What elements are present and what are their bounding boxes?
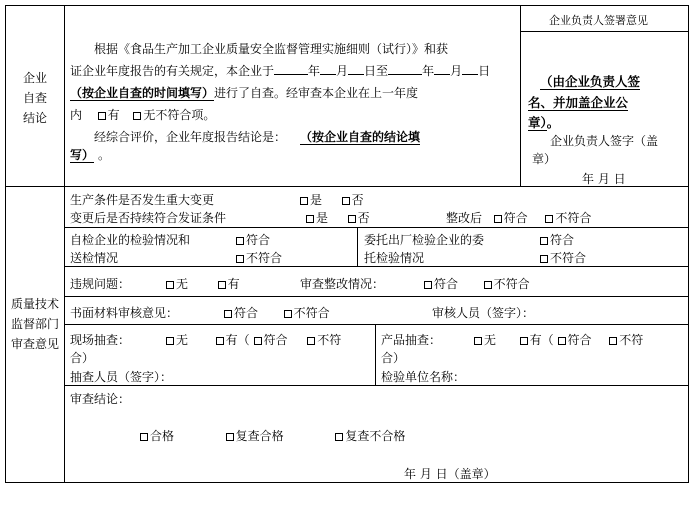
row5b-unit: 检验单位名称： bbox=[381, 370, 466, 384]
checkbox-r4-nok[interactable] bbox=[284, 310, 292, 318]
row1-options-a: 是 否 bbox=[300, 191, 364, 208]
checkbox-r6-recheck-fail[interactable] bbox=[335, 433, 343, 441]
para-line-5: 经综合评价，企业年度报告结论是： （按企业自查的结论填 bbox=[94, 130, 421, 144]
checkbox-r1b-no[interactable] bbox=[348, 215, 356, 223]
checkbox-r1c-ok[interactable] bbox=[494, 215, 502, 223]
divider-left-col bbox=[64, 5, 65, 483]
row4-reviewer: 审核人员（签字）： bbox=[432, 306, 535, 320]
divider-row2 bbox=[64, 266, 688, 267]
row1-options-b: 是 否 bbox=[306, 209, 370, 226]
checkbox-r2-ok[interactable] bbox=[236, 237, 244, 245]
checkbox-r5-ok[interactable] bbox=[254, 337, 262, 345]
row3-options-a: 无 有 bbox=[166, 275, 240, 292]
checkbox-r5b-nok[interactable] bbox=[609, 337, 617, 345]
checkbox-r3-no[interactable] bbox=[166, 281, 174, 289]
checkbox-r5-yes[interactable] bbox=[216, 337, 224, 345]
row5-options-a: 无 有（ 符合 不符 bbox=[166, 331, 341, 348]
row4-label-a: 书面材料审核意见： bbox=[70, 306, 179, 320]
row5-he: 合） bbox=[70, 351, 95, 365]
divider-row5-mid bbox=[375, 324, 376, 386]
row5-options-b: 无 有（ 符合 不符 bbox=[474, 331, 643, 348]
checkbox-r5-nok[interactable] bbox=[307, 337, 315, 345]
para-line-2: 证企业年度报告的有关规定，本企业于 年 月 日至 年 月 日 bbox=[70, 64, 491, 78]
checkbox-r6-recheck-pass[interactable] bbox=[226, 433, 234, 441]
para-line-4: 内 有 无不符合项。 bbox=[70, 108, 216, 122]
checkbox-r5b-yes[interactable] bbox=[520, 337, 528, 345]
row3-label-b: 审查整改情况： bbox=[300, 277, 385, 291]
divider-row1 bbox=[64, 227, 688, 228]
label-supervision-opinion: 质量技术监督部门审查意见 bbox=[10, 297, 59, 351]
row3-label-a: 违规问题： bbox=[70, 277, 131, 291]
divider-right-box bbox=[520, 5, 521, 187]
checkbox-r1b-yes[interactable] bbox=[306, 215, 314, 223]
table-border-top bbox=[5, 5, 689, 6]
row5-label-a: 现场抽查： bbox=[70, 333, 131, 347]
right-box-sign-2: 章） bbox=[532, 152, 557, 166]
para-line-1: 根据《食品生产加工企业质量安全监督管理实施细则（试行）》和获 bbox=[94, 42, 449, 56]
divider-row2-mid bbox=[357, 227, 358, 267]
divider-row4 bbox=[64, 324, 688, 325]
checkbox-r3b-ok[interactable] bbox=[424, 281, 432, 289]
checkbox-r4-ok[interactable] bbox=[224, 310, 232, 318]
row3-options-b: 符合 不符合 bbox=[424, 275, 530, 292]
checkbox-has[interactable] bbox=[98, 112, 106, 120]
row1-label-b: 变更后是否持续符合发证条件 bbox=[70, 211, 227, 225]
row6-date: 年 月 日（盖章） bbox=[404, 467, 496, 481]
divider-right-title bbox=[520, 31, 688, 32]
checkbox-r1-yes[interactable] bbox=[300, 197, 308, 205]
checkbox-r5b-no[interactable] bbox=[474, 337, 482, 345]
right-box-date: 年 月 日 bbox=[582, 172, 626, 186]
row6-label: 审查结论： bbox=[70, 392, 131, 406]
label-enterprise-conclusion: 企业自查结论 bbox=[22, 71, 47, 125]
divider-row5 bbox=[64, 385, 688, 386]
row5-person: 抽查人员（签字）： bbox=[70, 370, 173, 384]
table-border-bottom bbox=[5, 482, 689, 483]
checkbox-r3b-nok[interactable] bbox=[484, 281, 492, 289]
right-box-note-3: 章）。 bbox=[528, 115, 560, 130]
table-border-right bbox=[688, 5, 689, 483]
row2b-option-nok: 不符合 bbox=[540, 249, 586, 266]
checkbox-r1c-nok[interactable] bbox=[545, 215, 553, 223]
row6-options: 合格 复查合格 复查不合格 bbox=[140, 427, 405, 444]
row2-label-a1: 自检企业的检验情况和 bbox=[70, 233, 191, 247]
checkbox-r5b-ok[interactable] bbox=[558, 337, 566, 345]
right-box-title: 企业负责人签署意见 bbox=[549, 14, 648, 27]
row2b-option-ok: 符合 bbox=[540, 231, 574, 248]
row1-label-a: 生产条件是否发生重大变更 bbox=[70, 193, 215, 207]
para-line-6: 写） 。 bbox=[70, 148, 111, 162]
divider-row3 bbox=[64, 296, 688, 297]
checkbox-r2b-ok[interactable] bbox=[540, 237, 548, 245]
row1-rectify: 整改后 符合 不符合 bbox=[446, 211, 592, 225]
para-line-3: （按企业自查的时间填写）进行了自查。经审查本企业在上一年度 bbox=[70, 86, 419, 100]
row2-option-nok: 不符合 bbox=[236, 249, 282, 266]
row5b-he: 合） bbox=[381, 351, 406, 365]
right-box-note-1: （由企业负责人签 bbox=[540, 74, 641, 89]
checkbox-r3-yes[interactable] bbox=[218, 281, 226, 289]
row5-label-b: 产品抽查： bbox=[381, 333, 442, 347]
checkbox-r2b-nok[interactable] bbox=[540, 255, 548, 263]
checkbox-r6-pass[interactable] bbox=[140, 433, 148, 441]
checkbox-r5-no[interactable] bbox=[166, 337, 174, 345]
row2-label-a2: 送检情况 bbox=[70, 251, 119, 265]
checkbox-r1-no[interactable] bbox=[342, 197, 350, 205]
checkbox-none[interactable] bbox=[133, 112, 141, 120]
table-border-left bbox=[5, 5, 6, 483]
row2-option-ok: 符合 bbox=[236, 231, 270, 248]
row4-options: 符合 不符合 bbox=[224, 304, 330, 321]
row2-label-b1: 委托出厂检验企业的委 bbox=[364, 233, 485, 247]
row2-label-b2: 托检验情况 bbox=[364, 251, 425, 265]
right-box-sign: 企业负责人签字（盖 bbox=[550, 134, 659, 148]
checkbox-r2-nok[interactable] bbox=[236, 255, 244, 263]
right-box-note-2: 名、并加盖企业公 bbox=[528, 95, 629, 110]
